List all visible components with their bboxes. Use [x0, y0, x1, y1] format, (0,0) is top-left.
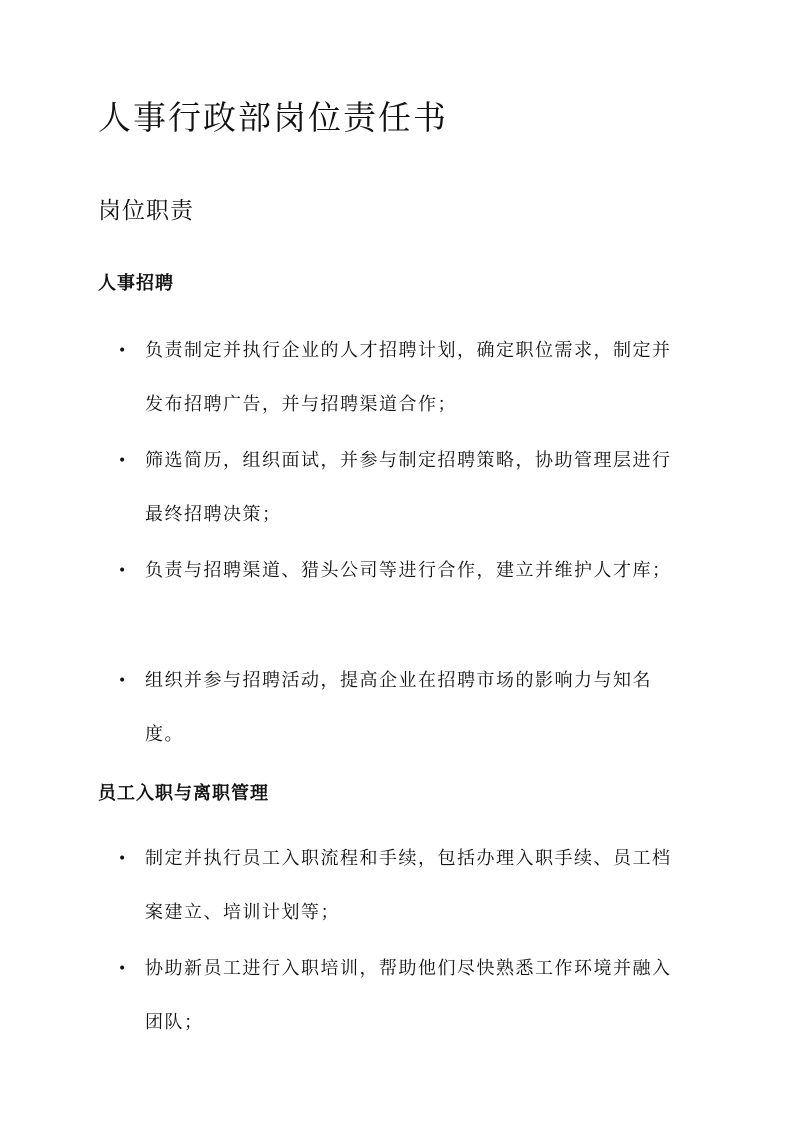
section-heading: 岗位职责 — [98, 198, 194, 224]
list-item-text: 负责与招聘渠道、猎头公司等进行合作，建立并维护人才库； — [145, 560, 672, 581]
list-item-text: 制定并执行员工入职流程和手续，包括办理入职手续、员工档案建立、培训计划等； — [145, 848, 672, 923]
bullet-icon: • — [118, 961, 128, 977]
bullet-icon: • — [118, 343, 128, 359]
bullet-icon: • — [118, 673, 128, 689]
list-item — [118, 324, 690, 432]
bullet-icon: • — [118, 453, 128, 469]
list-item — [118, 544, 690, 598]
subheading-onboarding-offboarding: 员工入职与离职管理 — [98, 783, 269, 804]
list-item-text: 负责制定并执行企业的人才招聘计划，确定职位需求，制定并发布招聘广告，并与招聘渠道合作； — [145, 340, 672, 415]
list-item — [118, 942, 690, 1050]
list-item — [118, 832, 690, 940]
list-item-text: 筛选简历，组织面试，并参与制定招聘策略，协助管理层进行最终招聘决策； — [145, 450, 672, 525]
list-item-text: 协助新员工进行入职培训，帮助他们尽快熟悉工作环境并融入团队； — [145, 958, 672, 1033]
subheading-recruitment: 人事招聘 — [98, 273, 174, 294]
list-item — [118, 434, 690, 542]
list-item-text: 组织并参与招聘活动，提高企业在招聘市场的影响力与知名度。 — [145, 670, 652, 745]
bullet-icon: • — [118, 563, 128, 579]
document-title: 人事行政部岗位责任书 — [98, 98, 448, 137]
list-item — [118, 654, 690, 762]
bullet-icon: • — [118, 851, 128, 867]
